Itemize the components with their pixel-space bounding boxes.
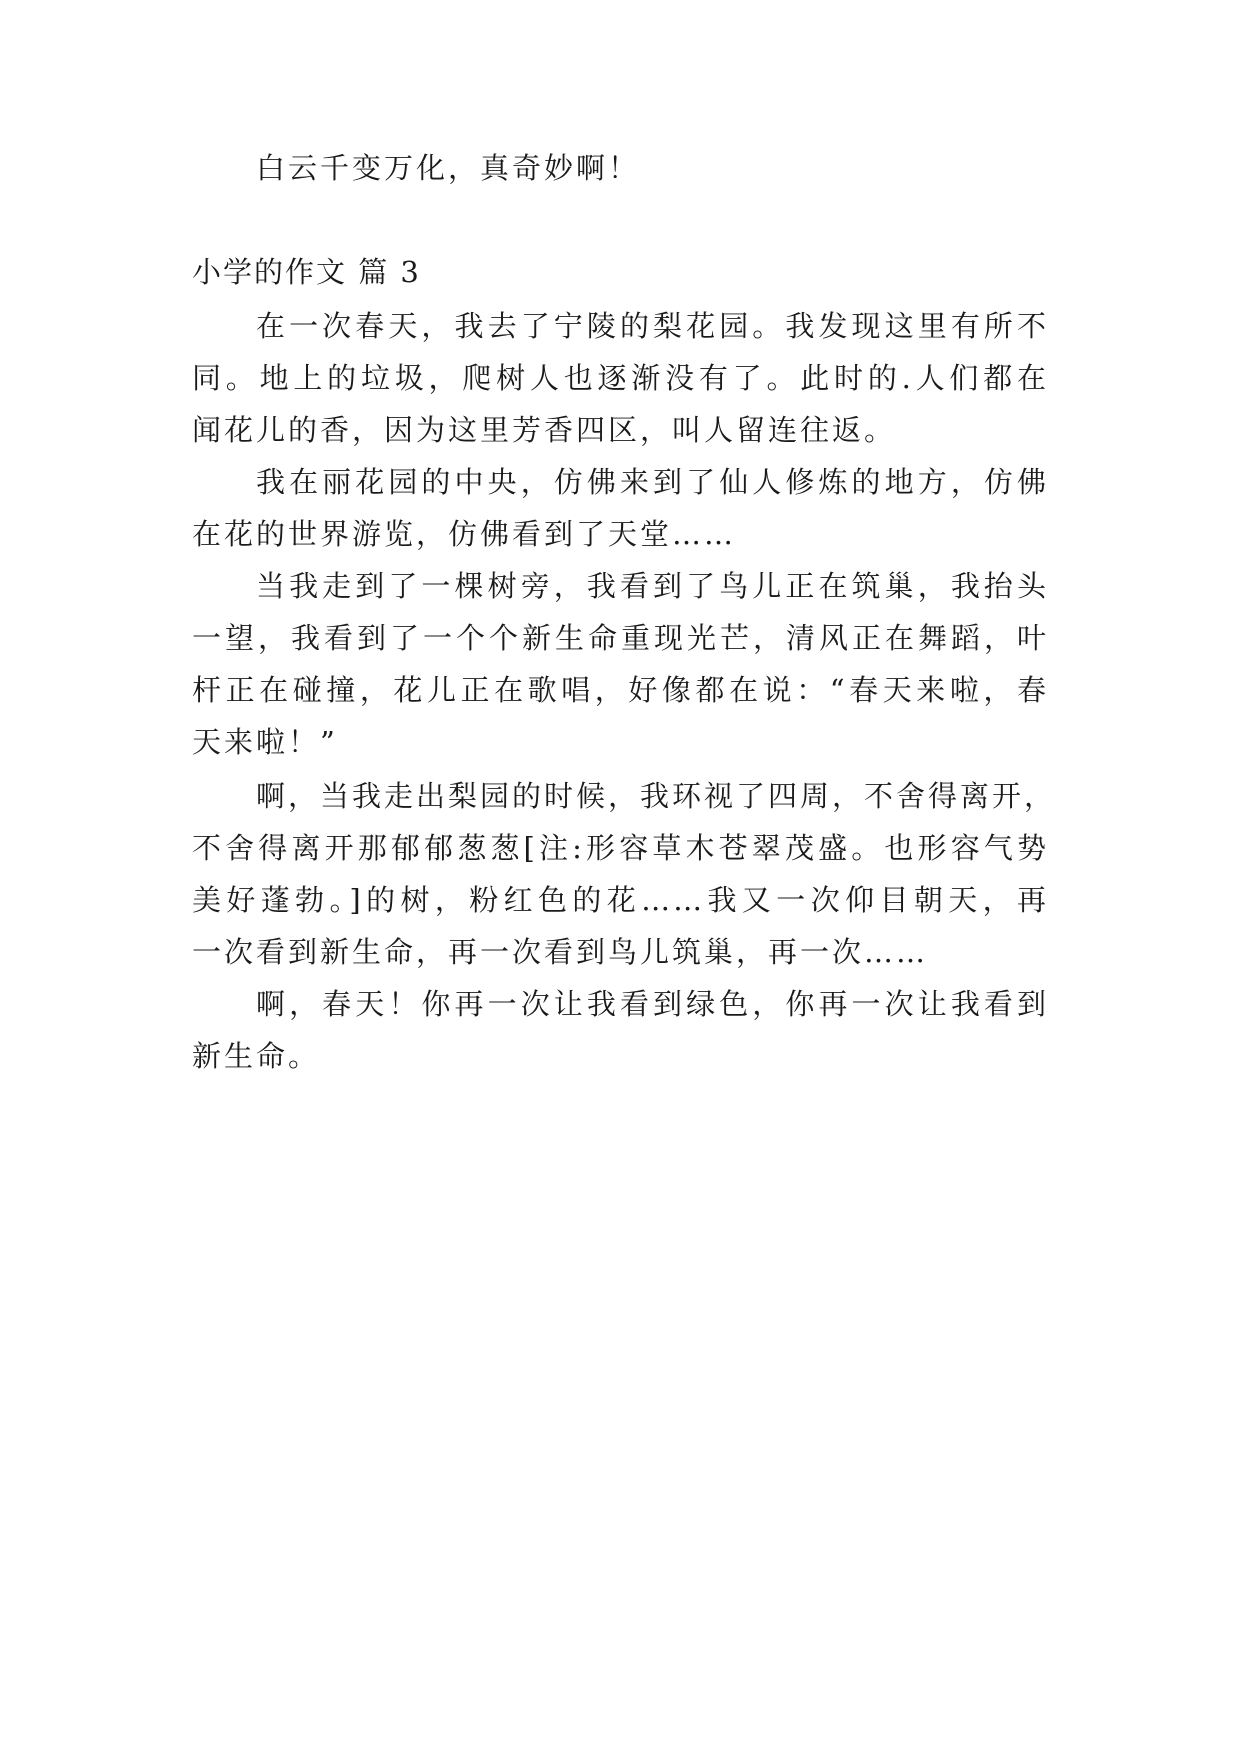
paragraph-2-line-2: 在花的世界游览，仿佛看到了天堂…… — [192, 517, 737, 551]
paragraph-4-line-1: 啊，当我走出梨园的时候，我环视了四周，不舍得离开， — [256, 779, 1057, 813]
paragraph-1-line-3: 闻花儿的香，因为这里芳香四区，叫人留连往返。 — [192, 413, 897, 447]
paragraph-4-line-2: 不舍得离开那郁郁葱葱[注:形容草木苍翠茂盛。也形容气势 — [192, 831, 1049, 865]
paragraph-4-line-4: 一次看到新生命，再一次看到鸟儿筑巢，再一次…… — [192, 935, 929, 969]
paragraph-2-line-1: 我在丽花园的中央，仿佛来到了仙人修炼的地方，仿佛 — [256, 465, 1049, 499]
paragraph-1-line-2: 同。地上的垃圾，爬树人也逐渐没有了。此时的.人们都在 — [192, 361, 1049, 395]
paragraph-3-line-3: 杆正在碰撞，花儿正在歌唱，好像都在说：“春天来啦，春 — [192, 673, 1049, 707]
paragraph-3-line-1: 当我走到了一棵树旁，我看到了鸟儿正在筑巢，我抬头 — [256, 569, 1049, 603]
previous-essay-ending: 白云千变万化，真奇妙啊！ — [256, 151, 641, 185]
paragraph-4-line-3: 美好蓬勃。]的树，粉红色的花……我又一次仰目朝天，再 — [192, 883, 1049, 917]
paragraph-3-line-4: 天来啦！” — [192, 725, 338, 759]
section-title: 小学的作文 篇 3 — [192, 255, 421, 289]
paragraph-3-line-2: 一望，我看到了一个个新生命重现光芒，清风正在舞蹈，叶 — [192, 621, 1049, 655]
paragraph-1-line-1: 在一次春天，我去了宁陵的梨花园。我发现这里有所不 — [256, 309, 1049, 343]
paragraph-5-line-1: 啊，春天！你再一次让我看到绿色，你再一次让我看到 — [256, 987, 1049, 1021]
paragraph-5-line-2: 新生命。 — [192, 1039, 321, 1073]
